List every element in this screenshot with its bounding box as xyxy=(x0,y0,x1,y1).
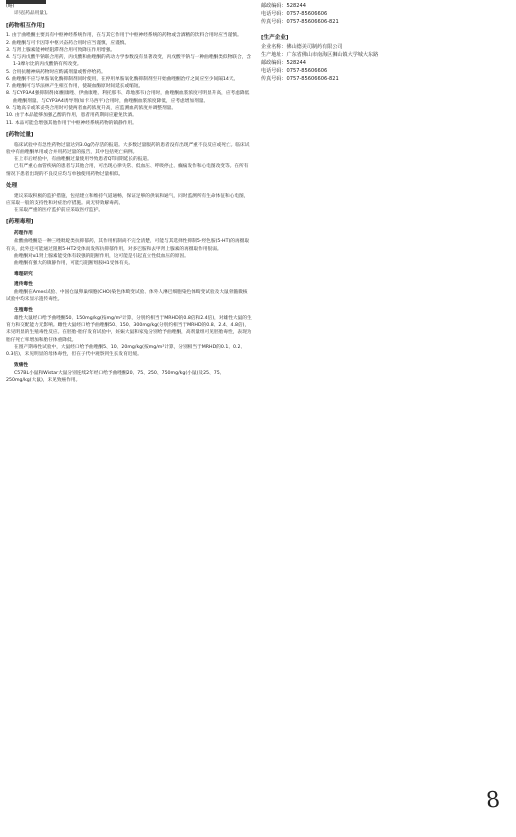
section-title-interactions: [药物相互作用] xyxy=(6,22,45,29)
overdose-note-1: 在上市后经验中，有曲唑酮过量使用导致患者QT间期延长的报道。 xyxy=(14,157,152,163)
pharmacology-text-3: 曲唑酮有强大的镇静作用，可能与阻断组胺H1受体有关。 xyxy=(14,261,134,267)
carcinogenicity-subtitle: 致癌性 xyxy=(14,362,29,368)
manufacturer-row-address: 生产地址：广东省佛山市南海区狮山镇大学城大东路 xyxy=(261,52,379,59)
header-fragment: (略) xyxy=(6,4,15,9)
list-item: 11. 本品可能会增强其他作用于中枢神经系统药物的镇静作用。 xyxy=(6,120,137,126)
contact-block xyxy=(261,3,483,27)
manufacturer-row-name: 企业名称：佛山德美司制药有限公司 xyxy=(261,44,343,51)
list-item: 4. 与与丙戊酸半钠联合用药，丙戊酸和曲唑酮的药动力学参数没有显著改变，丙戊酸半钠与一种曲唑酮类似物联合，含1-3摩尔比的丙戊酸钠有所改变。 xyxy=(6,55,252,68)
list-item: 6. 曲唑酮不应与单胺氧化酶抑制剂同时使用，在停用单胺氧化酶抑制剂至开始曲唑酮治疗之间应至少间隔14天。 xyxy=(6,76,239,82)
reproductive-toxicity-text: 雄性大鼠经口给予曲唑酮50、150mg/kg(按mg/m²计算，分别约相当于MRHD的0.8倍和2.4倍)，对雄性大鼠的生育力和交配能力无影响。雌性大鼠经口给予曲唑酮50、150、300mg/kg(分别约相当于MRHD的0.8、2.4、4.8倍)，未见明显的生殖毒性反应。在胚胎-胎仔发育试验中，妊娠大鼠和家兔分别给予曲唑酮，高剂量组可见胚胎毒性，表现为胎仔死亡率增加和胎仔体重降低。 xyxy=(6,315,252,343)
manufacturer-row-fax: 传真号码：0757-85606606-821 xyxy=(261,75,339,82)
contact-row-fax: 传真号码：0757-85606606-821 xyxy=(261,18,339,25)
treatment-note: 在采取严重的医疗监护前应采取医疗监护。 xyxy=(14,208,104,214)
treatment-text: 建议采取积极的监护措施，包括建立和维持气道通畅，保证足够的供氧和通气，同时监测所有生命体征和心电图，应采取一般的支持性和对症治疗措施。尚无特效解毒药。 xyxy=(6,193,249,206)
list-item: 3. 与肾上腺素能神经阻滞剂合用可致降压作用增强。 xyxy=(6,47,116,53)
pharmacology-subtitle: 药理作用 xyxy=(14,231,33,237)
perinatal-toxicity-text: 在围产期毒性试验中，大鼠经口给予曲唑酮5、10、20mg/kg(按mg/m²计算，分别相当于MRHD的0.1、0.2、0.3倍)，未见明显的母体毒性，但在子代中观察到生长发育迟缓。 xyxy=(6,345,246,358)
interactions-list xyxy=(6,32,252,127)
list-item: 7. 曲唑酮可与华法林产生相互作用，使凝血酶原时间延长或缩短。 xyxy=(6,84,144,90)
contact-row-phone: 电话号码：0757-85606606 xyxy=(261,10,328,17)
contact-row-postcode: 邮政编码：528244 xyxy=(261,3,306,9)
toxicology-title: 毒理研究 xyxy=(14,271,33,277)
list-item: 5. 合用抗精神病药物时应酌减剂量或暂停给药。 xyxy=(6,69,106,75)
list-item: 8. 与CYP3A4强抑制剂(如酮康唑、伊曲康唑、利托那韦、茚地那韦)合用时，曲唑酮血浆浓度可明显升高，应考虑降低曲唑酮剂量。与CYP3A4诱导剂(如卡马西平)合用时，曲唑酮血浆浓度降低，应考虑增加剂量。 xyxy=(6,91,250,104)
list-item: 10. 由于本品能够加强乙醇的作用，患者用药期间应避免饮酒。 xyxy=(6,113,137,119)
overdose-note-2: 已有严重心血管疾病的患者与其他合用，可出现心律失常、低血压、呼吸停止、癫痫发作和心电图改变等。在所有情况下患者出现的不良反应均与单独使用药物过量相似。 xyxy=(6,164,249,177)
section-title-manufacturer: [生产企业] xyxy=(261,34,289,41)
list-item: 9. 与地高辛或苯妥英合用时可使两者血药浓度升高，应监测血药浓度并调整剂量。 xyxy=(6,106,177,112)
right-column xyxy=(261,3,483,84)
list-item: 2. 曲唑酮与可卡因等中枢兴奋药合用时应当谨慎，应谨慎。 xyxy=(6,40,130,46)
carcinogenicity-text: C57BL小鼠和Wistar大鼠分别连续2年经口给予曲唑酮20、75、250、750mg/kg(小鼠)及25、75、250mg/kg(大鼠)，未见致癌作用。 xyxy=(6,370,225,384)
genotoxicity-text: 曲唑酮在Ames试验、中国仓鼠卵巢细胞(CHO)染色体畸变试验、体外人淋巴细胞染色体畸变试验及大鼠骨髓微核试验中均未显示遗传毒性。 xyxy=(6,290,248,303)
manufacturer-row-phone: 电话号码：0757-85606606 xyxy=(261,68,328,74)
genotoxicity-subtitle: 遗传毒性 xyxy=(14,281,33,287)
left-column xyxy=(6,3,252,384)
manufacturer-row-postcode: 邮政编码：528244 xyxy=(261,60,306,67)
overdose-text: 临床试验中有急性药物过量达到3.0g仍存活的报道。大多数过量服药的患者没有出现严重不良反应或死亡。临床试验中有曲唑酮单用或合并用药过量的报告，其中包括死亡病例。 xyxy=(6,142,250,155)
list-item: 1. 由于曲唑酮主要具有中枢神经系统作用，在与其它作用于中枢神经系统的药物或含酒精的饮料合用时应当谨慎。 xyxy=(6,33,242,39)
section-title-pharmacology: [药理毒理] xyxy=(6,219,34,226)
pharmacology-text-2: 曲唑酮对α1肾上腺素能受体有较强的阻断作用，这可能是引起直立性低血压的原因。 xyxy=(14,253,189,259)
intro-line: 详见[药品用量]。 xyxy=(14,11,51,17)
section-title-treatment: 处理 xyxy=(6,182,18,189)
reproductive-toxicity-subtitle: 生殖毒性 xyxy=(14,307,33,313)
manufacturer-block xyxy=(261,44,483,83)
pharmacology-text: 盐酸曲唑酮是一种三唑吡啶类抗抑郁药，其作用机制尚不完全清楚，可能与其选择性抑制5-羟色胺(5-HT)的再摄取有关，此外还可能通过阻断5-HT2受体而发挥抗抑郁作用，对多巴胺和去甲肾上腺素的再摄取作用很弱。 xyxy=(6,239,250,252)
section-title-overdose: [药物过量] xyxy=(6,131,34,138)
handwritten-page-mark: 8 xyxy=(484,787,502,814)
